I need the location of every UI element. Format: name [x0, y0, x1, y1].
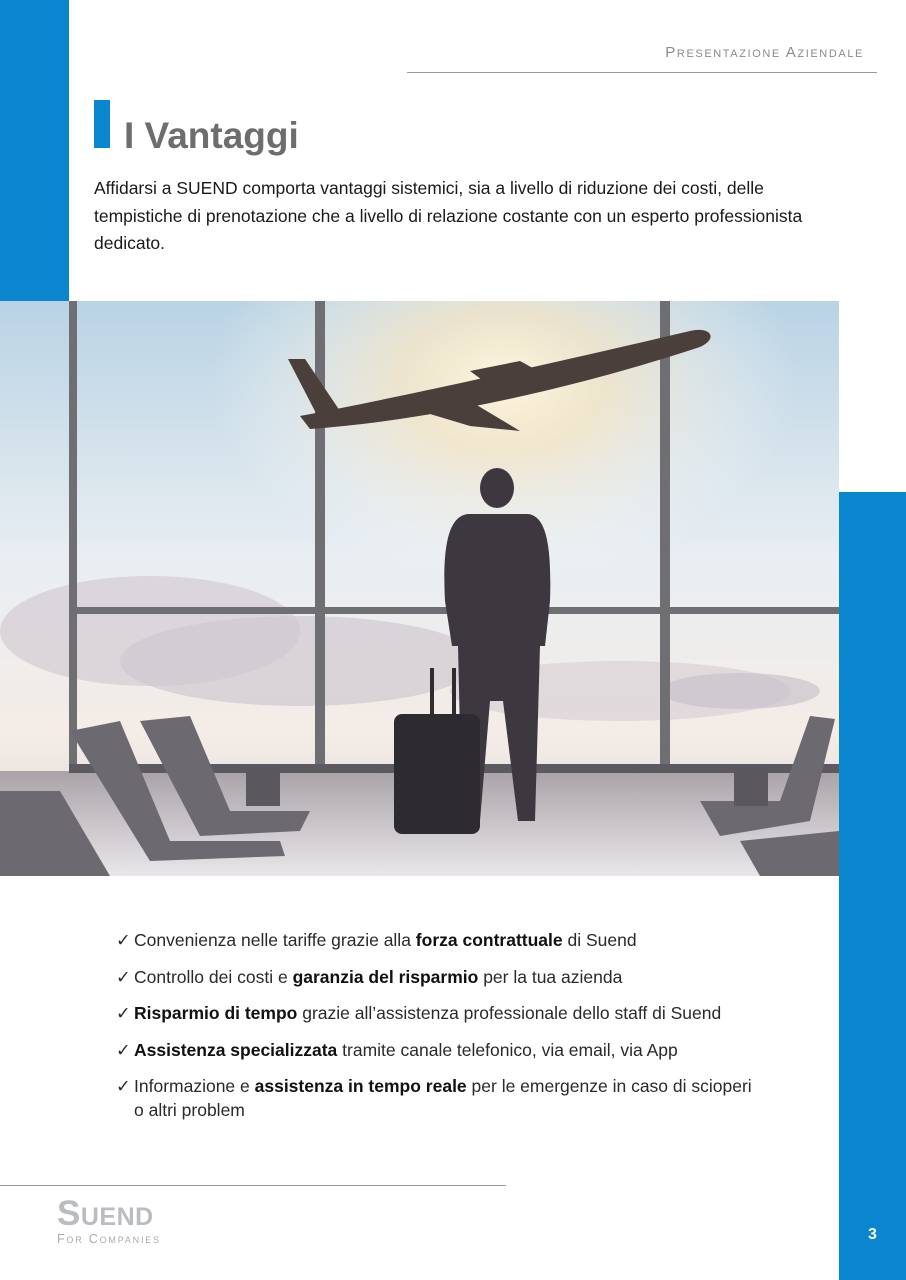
airport-photo — [0, 301, 839, 876]
list-item: ✓ Controllo dei costi e garanzia del risparmio per la tua azienda — [116, 966, 623, 987]
suend-logo — [57, 1194, 161, 1246]
check-icon: ✓ — [116, 966, 131, 987]
check-icon: ✓ — [116, 930, 131, 950]
list-item: ✓ Convenienza nelle tariffe grazie alla forza contrattuale di Suend — [116, 930, 637, 950]
list-item: ✓ Informazione e assistenza in tempo reale per le emergenze in caso di scioperi o altri problem — [116, 1076, 752, 1120]
page-title: I Vantaggi — [124, 115, 299, 156]
check-icon: ✓ — [116, 1003, 131, 1023]
list-item: ✓ Assistenza specializzata tramite canale telefonico, via email, via App — [116, 1039, 678, 1060]
check-icon: ✓ — [116, 1076, 131, 1096]
right-accent-band — [839, 492, 906, 1280]
logo-wordmark: Suend — [57, 1194, 154, 1233]
check-icon: ✓ — [116, 1039, 131, 1060]
header-rule — [407, 72, 877, 73]
title-marker — [94, 100, 110, 148]
logo-tagline: For Companies — [57, 1232, 161, 1246]
footer-rule — [0, 1185, 506, 1186]
intro-paragraph: Affidarsi a SUEND comporta vantaggi sistemici, sia a livello di riduzione dei costi, delle tempistiche di prenotazione che a livello di relazione costante con un esperto professionista dedicato. — [94, 178, 803, 253]
header-label: Presentazione Aziendale — [665, 44, 864, 61]
list-item: ✓ Risparmio di tempo grazie all’assistenza professionale dello staff di Suend — [116, 1003, 722, 1023]
page-number: 3 — [868, 1226, 877, 1243]
benefits-list — [116, 928, 816, 1135]
